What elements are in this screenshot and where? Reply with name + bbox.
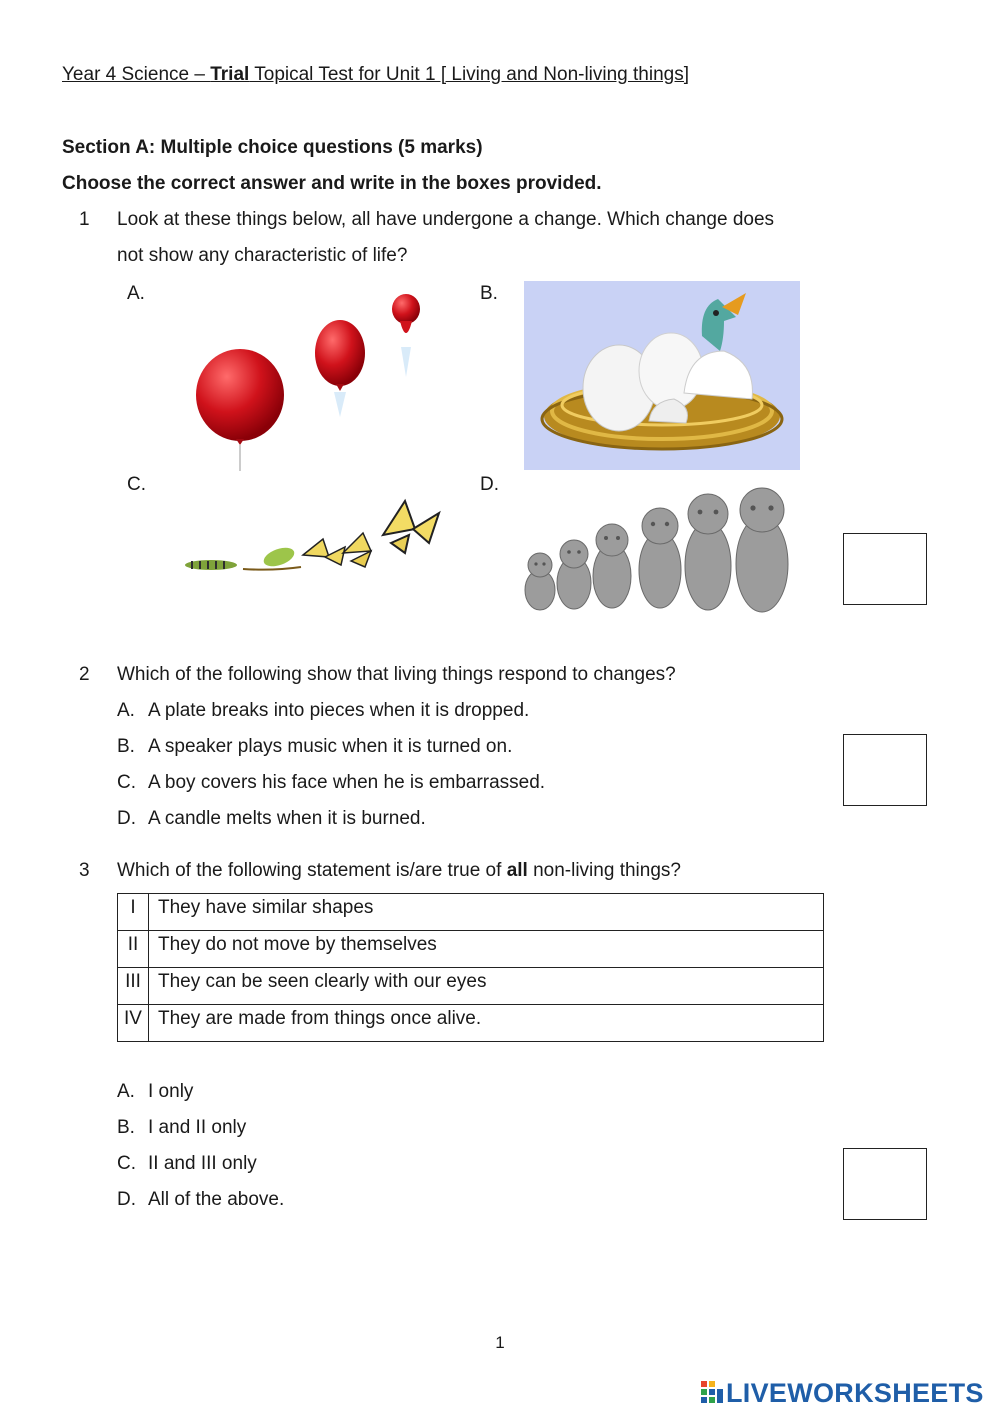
table-row [118,968,824,1005]
q2-option-a-letter: A. [117,700,135,721]
q3-option-d-text: All of the above. [148,1189,285,1210]
q1-label-c: C. [127,474,146,495]
title-prefix: Year 4 Science – [62,64,211,85]
q3-option-d-letter: D. [117,1189,136,1210]
q2-option-d-text: A candle melts when it is burned. [148,808,426,829]
title-suffix: Topical Test for Unit 1 [ Living and Non-living things] [249,64,690,85]
table-row [118,931,824,968]
statement-number: II [118,931,149,968]
statement-text: They have similar shapes [149,894,824,931]
q2-text: Which of the following show that living things respond to changes? [117,664,676,685]
table-row [118,1005,824,1042]
q3-option-b-letter: B. [117,1117,135,1138]
kittens-growing-image [522,480,802,615]
liveworksheets-logo [700,1378,984,1408]
q3-text-after: non-living things? [527,860,681,881]
statement-number: I [118,894,149,931]
title-bold: Trial [210,64,250,85]
section-instruction: Choose the correct answer and write in the boxes provided. [62,173,602,194]
q2-number: 2 [79,664,90,685]
butterfly-lifecycle-image [183,495,443,580]
statement-text: They can be seen clearly with our eyes [149,968,824,1005]
q3-text-bold: all [506,860,528,881]
q1-number: 1 [79,209,90,230]
brand-name: LIVEWORKSHEETS [726,1377,984,1408]
balloons-image [180,285,460,475]
statement-text: They do not move by themselves [149,931,824,968]
liveworksheets-logo-icon [700,1380,724,1406]
q1-text-line1: Look at these things below, all have undergone a change. Which change does [117,209,775,230]
q2-option-b-letter: B. [117,736,135,757]
q3-text [117,859,681,883]
section-heading: Section A: Multiple choice questions (5 marks) [62,137,483,158]
statement-number: III [118,968,149,1005]
statements-table [117,893,824,1042]
q3-option-a-text: I only [148,1081,194,1102]
q3-answer-box[interactable] [843,1148,927,1220]
q1-label-a: A. [127,283,145,304]
q3-number: 3 [79,860,90,881]
page-number: 1 [495,1333,505,1352]
q2-option-d-letter: D. [117,808,136,829]
q3-option-a-letter: A. [117,1081,135,1102]
q2-option-c-letter: C. [117,772,136,793]
q3-option-b-text: I and II only [148,1117,247,1138]
q2-answer-box[interactable] [843,734,927,806]
q1-label-d: D. [480,474,499,495]
worksheet-title [62,63,689,87]
q3-text-before: Which of the following statement is/are true of [117,860,507,881]
hatching-chick-image [524,281,800,470]
q2-option-b-text: A speaker plays music when it is turned on. [148,736,513,757]
q1-answer-box[interactable] [843,533,927,605]
q1-text-line2: not show any characteristic of life? [117,245,408,266]
table-row [118,894,824,931]
q2-option-a-text: A plate breaks into pieces when it is dropped. [148,700,530,721]
q3-option-c-text: II and III only [148,1153,257,1174]
q3-option-c-letter: C. [117,1153,136,1174]
statement-number: IV [118,1005,149,1042]
q1-label-b: B. [480,283,498,304]
q2-option-c-text: A boy covers his face when he is embarrassed. [148,772,546,793]
statement-text: They are made from things once alive. [149,1005,824,1042]
